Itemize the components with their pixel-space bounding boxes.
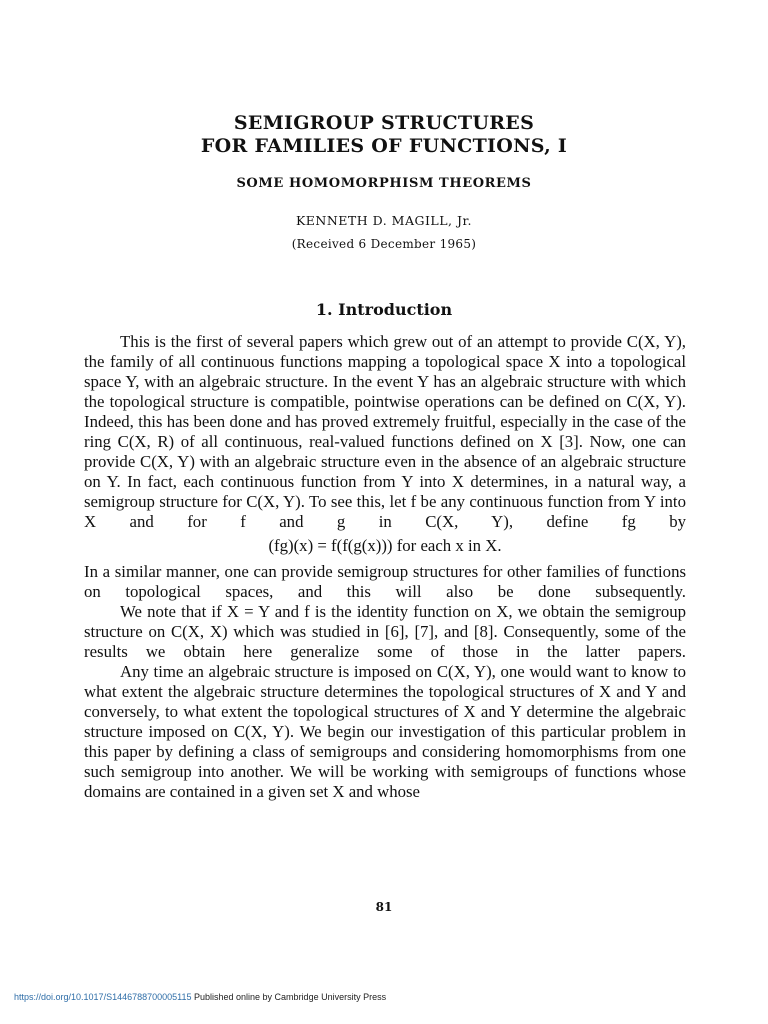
doi-link[interactable]: https://doi.org/10.1017/S1446788700005115 (14, 992, 192, 1002)
paper-title-line-1: SEMIGROUP STRUCTURES (233, 112, 535, 134)
paper-title-line-2: FOR FAMILIES OF FUNCTIONS, I (200, 135, 568, 157)
paragraph-4: Any time an algebraic structure is imposed on C(X, Y), one would want to know to what extent the algebraic structure determines the topological structures of X and Y and conversely, to what extent the topological structures of X and Y determine the algebraic structure imposed on C(X, Y). We begin our investigation of this particular problem in this paper by defining a class of semigroups and considering homomorphisms from one such semigroup into another. We will be working with semigroups of functions whose domains are contained in a given set X and whose (84, 662, 686, 801)
body-text (84, 332, 686, 802)
paragraph-2: In a similar manner, one can provide semigroup structures for other families of functions on topological spaces, and this will also be done subsequently. (84, 562, 686, 601)
equation: (fg)(x) = f(f(g(x))) for each x in X. (268, 536, 502, 555)
paragraph-1: This is the first of several papers which grew out of an attempt to provide C(X, Y), the family of all continuous functions mapping a topological space X into a topological space Y, with an algebraic structure. In the event Y has an algebraic structure with which the topological structure is compatible, pointwise operations can be defined on C(X, Y). Indeed, this has been done and has proved extremely fruitful, especially in the case of the ring C(X, R) of all continuous, real-valued functions defined on X [3]. Now, one can provide C(X, Y) with an algebraic structure even in the absence of an algebraic structure on Y. In fact, each continuous function from Y into X determines, in a natural way, a semigroup structure for C(X, Y). To see this, let f be any continuous function from Y into X and for f and g in C(X, Y), define fg by (84, 332, 686, 531)
page-number: 81 (375, 900, 393, 914)
paper-subtitle: SOME HOMOMORPHISM THEOREMS (236, 176, 532, 191)
paragraph-3: We note that if X = Y and f is the identity function on X, we obtain the semigroup structure on C(X, X) which was studied in [6], [7], and [8]. Consequently, some of the results we obtain here generalize some of those in the latter papers. (84, 602, 686, 661)
author: KENNETH D. MAGILL, Jr. (295, 213, 473, 228)
received-date: (Received 6 December 1965) (291, 237, 477, 251)
footer-publisher-text: Published online by Cambridge University Press (191, 992, 387, 1002)
section-heading: 1. Introduction (315, 300, 453, 319)
footer (14, 992, 386, 1002)
